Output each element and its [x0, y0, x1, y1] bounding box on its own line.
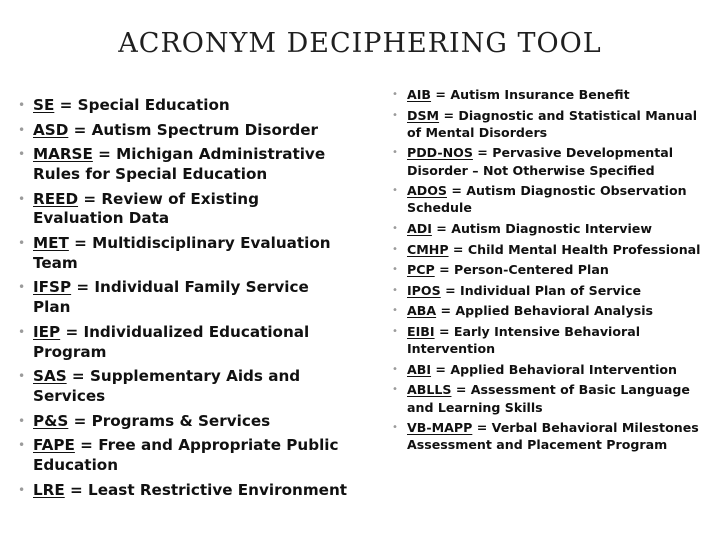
definition: = Autism Diagnostic Observation Schedule — [407, 183, 687, 216]
bullet-icon: • — [18, 98, 26, 112]
definition: = Person-Centered Plan — [434, 262, 609, 278]
acronym: PCP — [407, 262, 435, 278]
acronym: SE — [33, 96, 55, 114]
acronym: MET — [33, 233, 69, 252]
acronym: VB-MAPP — [407, 420, 473, 436]
bullet-icon: • — [18, 482, 26, 497]
list-item — [392, 220, 710, 237]
acronym: ADOS — [407, 183, 447, 199]
list-item — [392, 107, 710, 141]
list-item — [392, 381, 710, 415]
acronym: ASD — [33, 120, 69, 139]
definition: = Individual Family Service Plan — [33, 278, 309, 317]
definition: = Child Mental Health Professional — [448, 241, 701, 257]
definition: = Autism Spectrum Disorder — [68, 120, 319, 139]
list-item — [18, 481, 348, 501]
acronym: IFSP — [33, 278, 72, 297]
list-item — [392, 144, 710, 178]
right-acronym-list — [392, 86, 710, 457]
acronym: ABI — [407, 361, 432, 377]
list-item — [392, 361, 710, 378]
list-item — [18, 190, 348, 230]
definition: = Michigan Administrative Rules for Special Education — [33, 145, 326, 183]
acronym: REED — [33, 189, 79, 208]
acronym: AIB — [407, 87, 432, 102]
definition: = Multidisciplinary Evaluation Team — [33, 233, 331, 272]
definition: = Autism Diagnostic Interview — [431, 220, 652, 236]
definition: = Assessment of Basic Language and Learning Skills — [407, 382, 690, 415]
bullet-icon: • — [18, 147, 26, 162]
acronym: MARSE — [33, 145, 93, 164]
bullet-icon: • — [18, 235, 26, 250]
list-item — [18, 96, 348, 116]
acronym: ABLLS — [407, 382, 452, 398]
acronym: PDD-NOS — [407, 145, 473, 161]
list-item — [392, 282, 710, 299]
acronym: LRE — [33, 480, 65, 499]
list-item — [18, 145, 348, 185]
bullet-icon: • — [18, 122, 26, 137]
list-item — [18, 323, 348, 363]
bullet-icon: • — [392, 284, 398, 296]
definition: = Early Intensive Behavioral Intervention — [407, 323, 641, 357]
acronym: ADI — [407, 220, 432, 236]
bullet-icon: • — [392, 422, 398, 434]
definition: = Programs & Services — [68, 411, 271, 430]
bullet-icon: • — [18, 191, 26, 206]
definition: = Individualized Educational Program — [33, 322, 310, 361]
definition: = Verbal Behavioral Milestones Assessment and Placement Program — [407, 420, 699, 453]
list-item — [18, 278, 348, 318]
page-title: ACRONYM DECIPHERING TOOL — [118, 28, 602, 59]
bullet-icon: • — [392, 185, 398, 197]
definition: = Special Education — [54, 96, 230, 114]
bullet-icon: • — [392, 243, 398, 255]
list-item — [392, 323, 710, 357]
bullet-icon: • — [392, 325, 398, 337]
bullet-icon: • — [392, 264, 398, 276]
bullet-icon: • — [392, 222, 398, 234]
acronym: P&S — [33, 411, 69, 430]
definition: = Free and Appropriate Public Education — [33, 436, 339, 474]
list-item — [392, 241, 710, 258]
list-item — [18, 121, 348, 141]
bullet-icon: • — [392, 89, 398, 100]
definition: = Applied Behavioral Intervention — [431, 361, 678, 377]
list-item — [392, 419, 710, 453]
list-item — [18, 412, 348, 432]
bullet-icon: • — [18, 369, 26, 384]
bullet-icon: • — [392, 384, 398, 396]
definition: = Individual Plan of Service — [440, 282, 641, 298]
list-item — [18, 367, 348, 407]
list-item — [392, 182, 710, 216]
left-acronym-list — [18, 96, 348, 505]
list-item — [18, 234, 348, 274]
bullet-icon: • — [18, 280, 26, 295]
definition: = Autism Insurance Benefit — [431, 87, 630, 102]
list-item — [392, 302, 710, 319]
bullet-icon: • — [392, 147, 398, 159]
bullet-icon: • — [18, 324, 26, 339]
bullet-icon: • — [392, 363, 398, 375]
definition: = Review of Existing Evaluation Data — [33, 189, 259, 228]
bullet-icon: • — [392, 109, 398, 121]
acronym: IEP — [33, 322, 61, 341]
definition: = Supplementary Aids and Services — [33, 367, 301, 405]
definition: = Diagnostic and Statistical Manual of Mental Disorders — [407, 107, 698, 140]
acronym: CMHP — [407, 241, 449, 257]
list-item — [392, 86, 710, 103]
acronym: EIBI — [407, 323, 435, 339]
definition: = Pervasive Developmental Disorder – Not Otherwise Specified — [407, 145, 674, 178]
bullet-icon: • — [392, 305, 398, 317]
acronym: DSM — [407, 107, 440, 123]
acronym: SAS — [33, 367, 67, 386]
acronym: ABA — [407, 303, 437, 319]
definition: = Least Restrictive Environment — [64, 480, 348, 499]
bullet-icon: • — [18, 413, 26, 428]
list-item — [392, 261, 710, 278]
acronym: IPOS — [407, 282, 441, 298]
acronym: FAPE — [33, 436, 75, 455]
list-item — [18, 436, 348, 476]
definition: = Applied Behavioral Analysis — [436, 303, 654, 319]
bullet-icon: • — [18, 438, 26, 453]
